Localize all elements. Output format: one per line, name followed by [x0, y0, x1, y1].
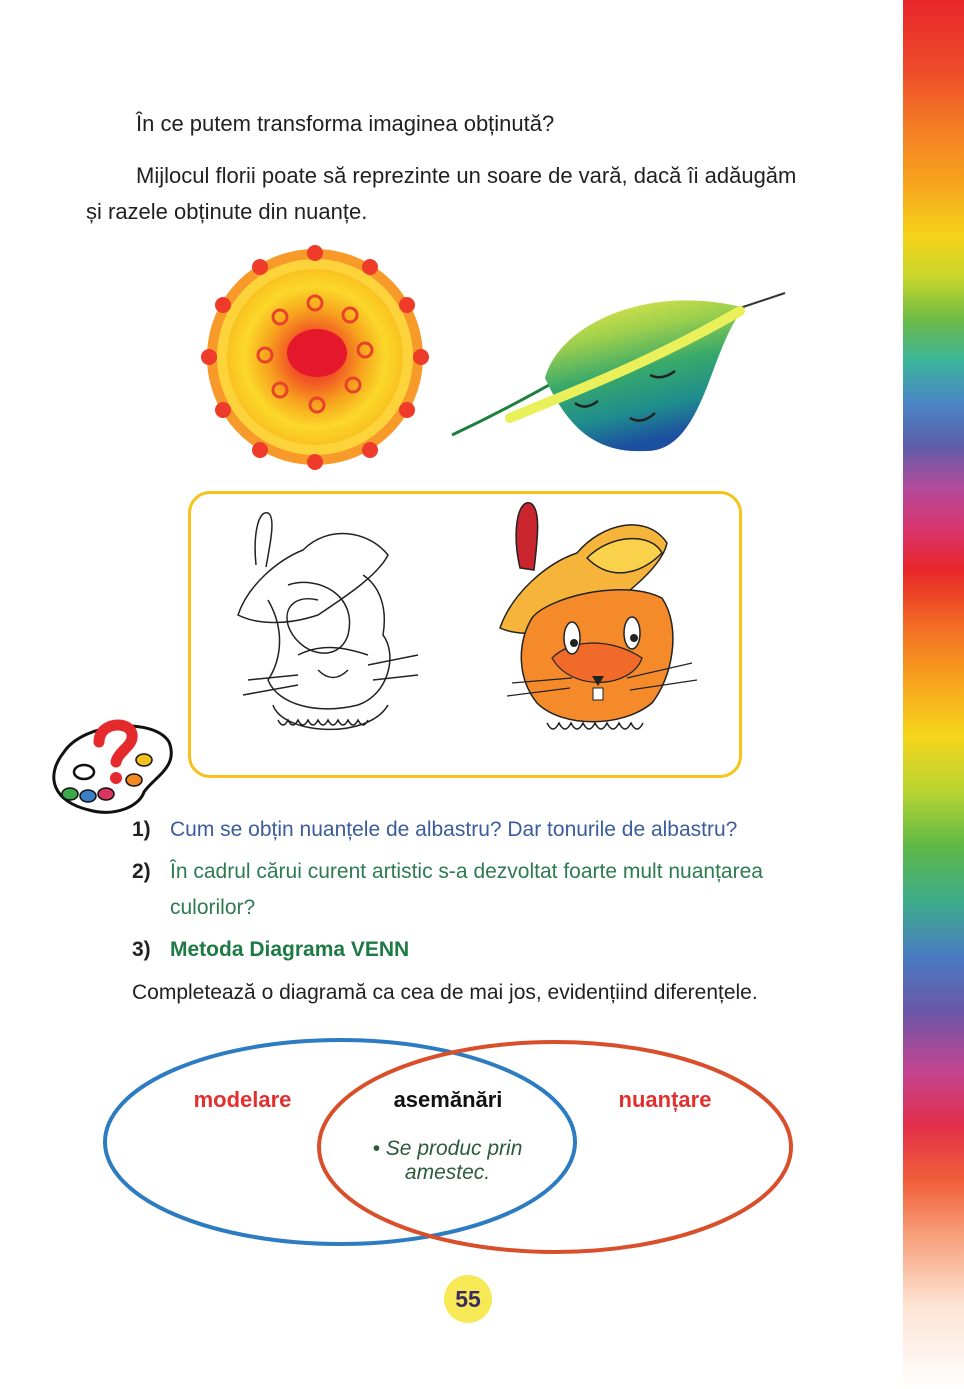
venn-note-line2: amestec.: [404, 1161, 491, 1184]
question-2-number: 2): [132, 860, 151, 883]
venn-left-label: modelare: [193, 1087, 292, 1112]
question-1-text: Cum se obțin nuanțele de albastru? Dar tonurile de albastru?: [170, 818, 738, 841]
sun-drawing: [195, 245, 435, 470]
rainbow-stripe: [903, 0, 964, 1389]
question-3-text: Metoda Diagrama VENN: [170, 938, 410, 961]
question-3-number: 3): [132, 938, 151, 961]
rabbit-outline-drawing: [228, 505, 428, 770]
intro-paragraph-line2: și razele obținute din nuanțe.: [86, 199, 368, 224]
venn-note-line1: • Se produc prin: [372, 1137, 523, 1160]
question-1-number: 1): [132, 818, 151, 841]
instruction-text: Completează o diagramă ca cea de mai jos, evidențiind diferențele.: [132, 981, 758, 1004]
venn-center-label: asemănări: [393, 1087, 503, 1112]
leaf-drawing: [450, 283, 790, 458]
intro-question: În ce putem transforma imaginea obținută?: [136, 111, 555, 136]
intro-paragraph-line1: Mijlocul florii poate să reprezinte un soare de vară, dacă îi adăugăm: [136, 163, 797, 188]
palette-question-icon: [44, 712, 176, 818]
page-number: 55: [444, 1275, 492, 1323]
rabbit-colored-drawing: [492, 498, 712, 773]
venn-right-label: nuanțare: [618, 1087, 712, 1112]
question-2-text-line2: culorilor?: [170, 896, 256, 919]
question-2-text-line1: În cadrul cărui curent artistic s-a dezvoltat foarte mult nuanțarea: [170, 860, 763, 883]
